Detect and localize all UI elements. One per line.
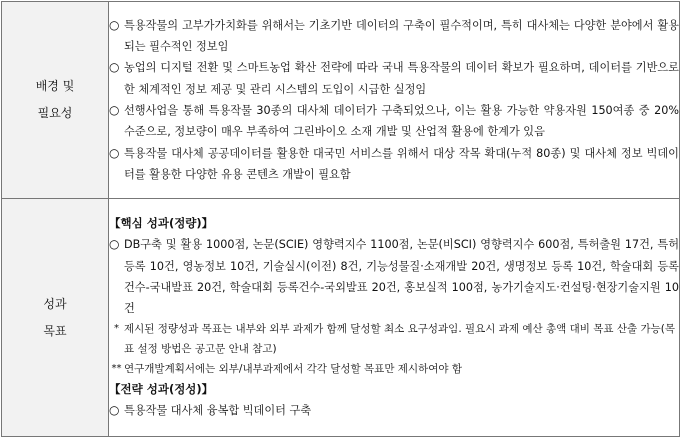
section-title-quantitative: 【핵심 성과(정량)】 xyxy=(109,216,214,231)
label-line: 필요성 xyxy=(37,106,73,120)
footnote-text: 제시된 정량성과 목표는 내부와 외부 과제가 함께 달성할 최소 요구성과임. 필요시 과제 예산 총액 대비 목표 산출 가능(목표 설정 방법은 공고문 안내 참고) xyxy=(124,323,676,356)
label-line: 목표 xyxy=(43,323,67,338)
circle-bullet-icon: ○ xyxy=(109,17,120,32)
footnote-mark: ** xyxy=(111,363,122,375)
circle-bullet-icon: ○ xyxy=(109,145,120,160)
bullet-text: 특용작물의 고부가가치화를 위해서는 기초기반 데이터의 구축이 필수적이며, 특히 대사체는 다양한 분야에서 활용되는 필수적인 정보임 xyxy=(124,18,679,54)
bullet-item xyxy=(109,400,679,421)
row-goals xyxy=(2,199,680,437)
bullet-item xyxy=(109,143,679,186)
bullet-text: 선행사업을 통해 특용작물 30종의 대사체 데이터가 구축되었으나, 이는 활용 가능한 약용자원 150여종 중 20% 수준으로, 정보량이 매우 부족하여 그린바이오 소재 개발 및 산업적 활용에 한계가 있음 xyxy=(124,104,679,139)
section-title-qualitative: 【전략 성과(정성)】 xyxy=(109,382,214,397)
bullet-text: DB구축 및 활용 1000점, 논문(SCIE) 영향력지수 1100점, 논문(비SCI) 영향력지수 600점, 특허출원 17건, 특허등록 10건, 영농정보 10건, 기술실시(이전) 8건, 기능성물질·소재개발 20건, 생명정보 등록 10건, 학술대회 등록건수-국내발표 20건, 학술대회 등록건수-국외발표 20건, 홍보실적 100점, 농가기술지도·컨설팅·현장기술지원 10건 xyxy=(124,238,679,316)
circle-bullet-icon: ○ xyxy=(109,237,120,252)
bullet-item xyxy=(109,15,679,58)
row-content-background xyxy=(109,2,680,199)
bullet-item xyxy=(109,234,679,319)
circle-bullet-icon: ○ xyxy=(109,403,120,418)
label-line: 배경 및 xyxy=(35,79,75,93)
footnote xyxy=(109,359,679,379)
row-background xyxy=(2,2,680,199)
footnote-mark: * xyxy=(114,323,119,335)
footnote-text: 연구개발계획서에는 외부/내부과제에서 각각 달성할 목표만 제시하여야 함 xyxy=(124,363,462,376)
bullet-item xyxy=(109,100,679,143)
bullet-item xyxy=(109,57,679,100)
bullet-text: 특용작물 대사체 공공데이터를 활용한 대국민 서비스를 위해서 대상 작목 확대(누적 80종) 및 대사체 정보 빅데이터를 활용한 다양한 유용 콘텐츠 개발이 필요함 xyxy=(124,146,679,181)
footnote xyxy=(109,319,679,359)
document-table xyxy=(1,1,680,437)
label-line: 성과 xyxy=(43,296,67,311)
row-content-goals xyxy=(109,199,680,437)
circle-bullet-icon: ○ xyxy=(109,103,120,117)
circle-bullet-icon: ○ xyxy=(109,60,120,75)
bullet-text: 농업의 디지털 전환 및 스마트농업 확산 전략에 따라 국내 특용작물의 데이터 확보가 필요하며, 데이터를 기반으로 한 체계적인 정보 제공 및 관리 시스템의 도입이 시급한 실정임 xyxy=(124,61,679,96)
row-label-background xyxy=(2,2,109,199)
row-label-goals xyxy=(2,199,109,437)
bullet-text: 특용작물 대사체 융복합 빅데이터 구축 xyxy=(124,404,312,418)
